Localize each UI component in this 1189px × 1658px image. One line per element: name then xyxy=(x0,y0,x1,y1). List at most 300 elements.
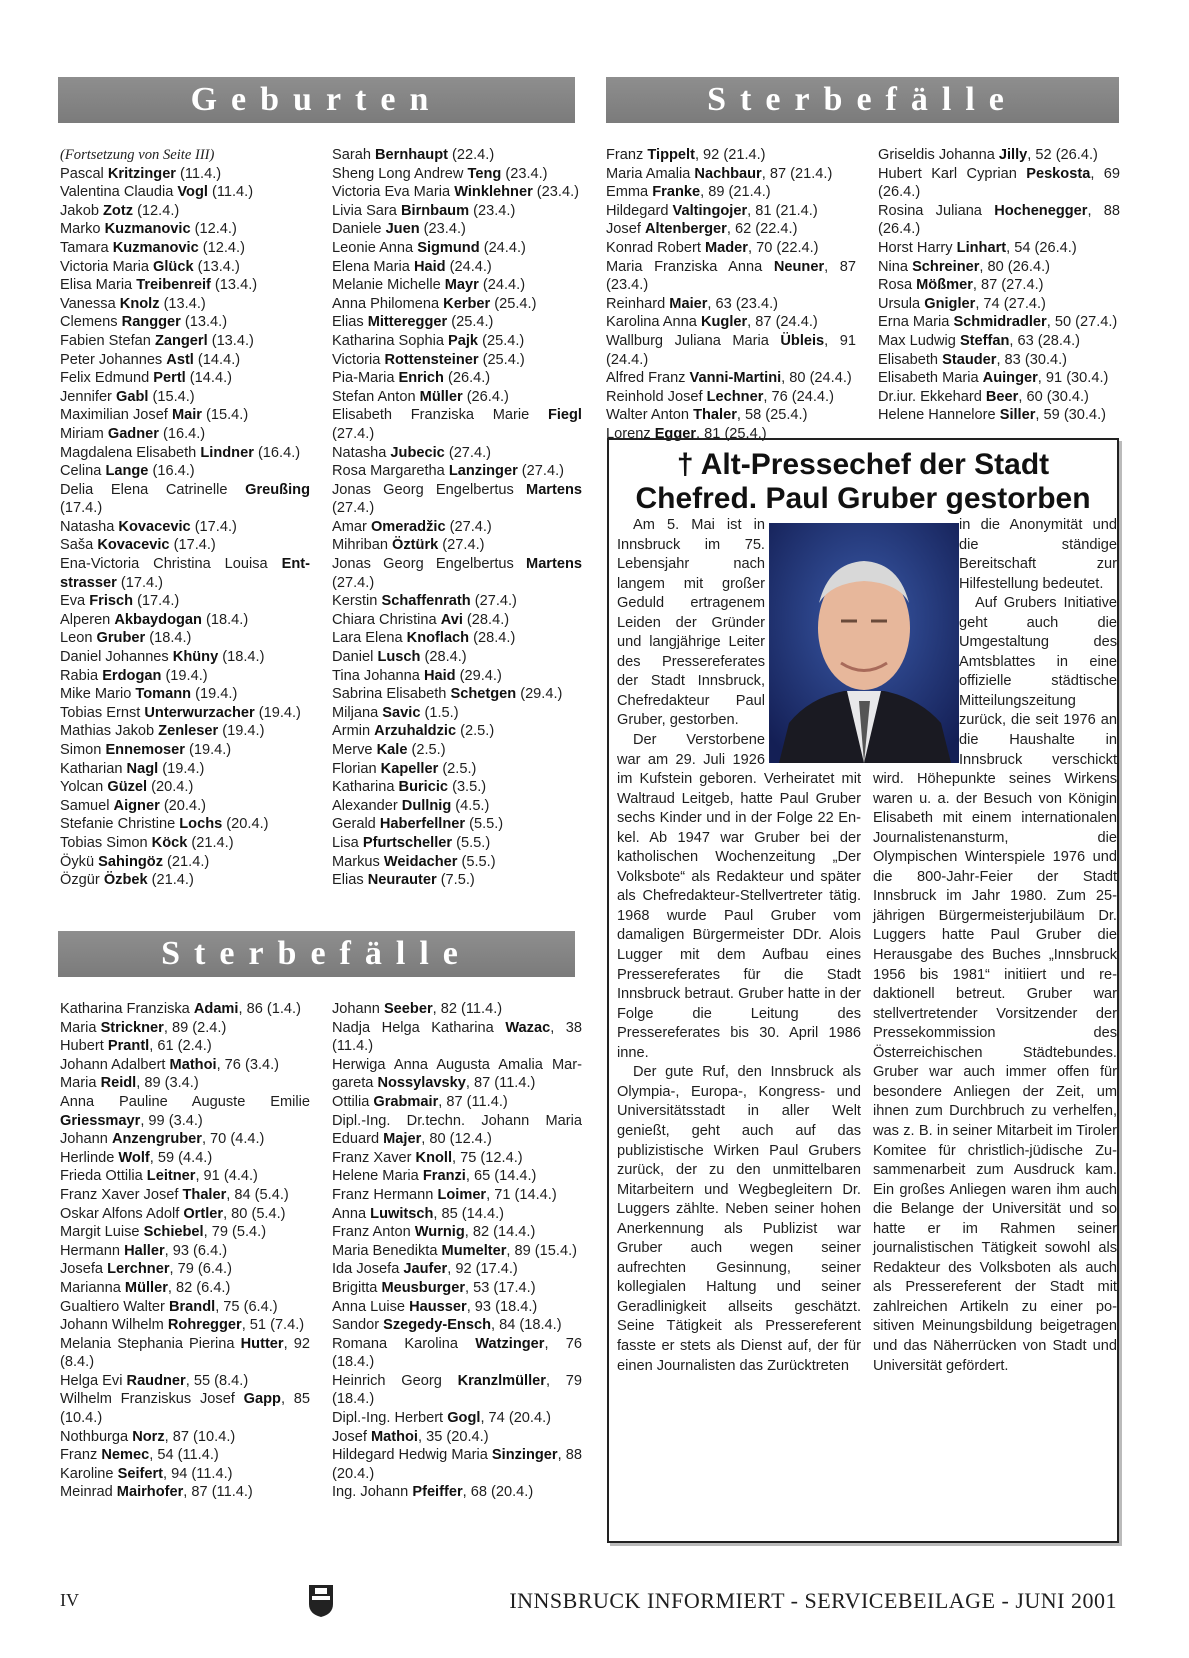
entry-details: (21.4.) xyxy=(187,834,234,851)
list-item xyxy=(332,518,582,537)
list-item xyxy=(332,183,582,202)
surname: Thaler xyxy=(182,1186,227,1203)
surname: Pfeiffer xyxy=(412,1484,463,1501)
given-names: Melanie Michelle xyxy=(332,277,441,294)
list-item xyxy=(332,592,582,611)
list-item xyxy=(878,165,1120,202)
surname: Tomann xyxy=(135,686,192,703)
given-names: Dipl.-Ing. Dr.techn. Johann Maria Eduard xyxy=(332,1112,582,1148)
list-item xyxy=(332,1428,582,1447)
surname: Müller xyxy=(419,388,463,405)
given-names: Frieda Ottilia xyxy=(60,1168,143,1185)
list-item xyxy=(60,1167,310,1186)
given-names: Pia-Maria xyxy=(332,370,395,387)
given-names: Leonie Anna xyxy=(332,239,414,256)
given-names: Emma xyxy=(606,184,649,201)
entry-details: (16.4.) xyxy=(158,425,206,442)
given-names: Miriam xyxy=(60,425,104,442)
surname: Vogl xyxy=(177,184,208,201)
list-item xyxy=(332,388,582,407)
entry-details: (25.4.) xyxy=(478,332,525,349)
entry-details: (29.4.) xyxy=(516,686,563,703)
portrait-photo xyxy=(769,523,959,763)
given-names: Walter Anton xyxy=(606,407,690,424)
given-names: Mihriban xyxy=(332,537,388,554)
list-item xyxy=(878,239,1120,258)
given-names: Peter Johannes xyxy=(60,351,163,368)
given-names: Johann xyxy=(332,1001,380,1017)
given-names: Marko xyxy=(60,221,101,238)
surname: Mair xyxy=(171,407,202,424)
list-item xyxy=(332,239,582,258)
surname: Knolz xyxy=(119,295,160,312)
surname: Jaufer xyxy=(403,1261,448,1278)
given-names: Celina xyxy=(60,463,102,480)
list-item xyxy=(332,1167,582,1186)
surname: Mathoi xyxy=(370,1428,418,1445)
entry-details: , 61 (2.4.) xyxy=(149,1038,212,1055)
surname: Wazac xyxy=(505,1019,551,1036)
surname: Lechner xyxy=(706,388,764,405)
list-item xyxy=(60,1186,310,1205)
surname: Raudner xyxy=(126,1372,186,1389)
given-names: Natasha xyxy=(60,518,115,535)
surname: Jilly xyxy=(998,147,1028,163)
surname: Arzuhaldzic xyxy=(374,723,457,740)
list-item xyxy=(60,1205,310,1224)
list-item xyxy=(878,351,1120,370)
entry-details: (13.4.) xyxy=(207,332,254,349)
surname: Enrich xyxy=(398,370,444,387)
given-names: Ing. Johann xyxy=(332,1484,409,1501)
surname: Mathoi xyxy=(169,1056,217,1073)
list-item xyxy=(332,332,582,351)
given-names: Josefa xyxy=(60,1261,103,1278)
given-names: Elena Maria xyxy=(332,258,410,275)
geburten-column-1 xyxy=(60,146,310,890)
entry-details: , 87 (27.4.) xyxy=(972,277,1044,294)
surname: Mayr xyxy=(444,277,479,294)
surname: Kovacevic xyxy=(97,537,170,554)
given-names: Horst Harry xyxy=(878,239,953,256)
entry-details: (23.4.) xyxy=(469,202,516,219)
list-item xyxy=(60,258,310,277)
surname: Ennemoser xyxy=(105,742,185,758)
entry-details: , 70 (4.4.) xyxy=(201,1131,265,1148)
list-item xyxy=(60,629,310,648)
given-names: Mike Mario xyxy=(60,686,132,703)
given-names: Hildegard Hedwig Maria xyxy=(332,1447,488,1464)
given-names: Jennifer xyxy=(60,388,112,405)
list-item xyxy=(332,1316,582,1335)
list-item xyxy=(60,1149,310,1168)
entry-details: (18.4.) xyxy=(218,649,265,666)
entry-details: , 59 (30.4.) xyxy=(1035,407,1106,424)
given-names: Griseldis Johanna xyxy=(878,147,995,163)
entry-details: (27.4.) xyxy=(517,463,564,480)
list-item xyxy=(332,741,582,760)
surname: Omeradžic xyxy=(370,518,446,535)
given-names: Franz xyxy=(60,1447,98,1464)
entry-details: , 81 (21.4.) xyxy=(747,202,818,219)
entry-details: (25.4.) xyxy=(447,314,494,331)
surname: Adami xyxy=(193,1001,239,1017)
entry-details: (19.4.) xyxy=(218,723,265,740)
list-item xyxy=(878,276,1120,295)
given-names: Franz Xaver xyxy=(332,1149,412,1166)
entry-details: , 58 (25.4.) xyxy=(736,407,808,424)
given-names: Gerald xyxy=(332,816,376,833)
given-names: Anna Pauline Auguste Emilie xyxy=(60,1093,310,1110)
surname: Kapeller xyxy=(380,760,439,777)
surname: Kale xyxy=(376,742,408,758)
list-item xyxy=(332,1223,582,1242)
given-names: Elias xyxy=(332,872,364,889)
entry-details: (12.4.) xyxy=(198,239,245,256)
entry-details: , 52 (26.4.) xyxy=(1027,147,1098,163)
list-item xyxy=(332,1372,582,1409)
list-item xyxy=(606,313,856,332)
entry-details: , 88 (26.4.) xyxy=(878,202,1121,238)
given-names: Karolina Anna xyxy=(606,314,697,331)
given-names: Fabien Stefan xyxy=(60,332,151,349)
given-names: Johann Wilhelm xyxy=(60,1317,164,1334)
entry-details: (19.4.) xyxy=(184,742,232,758)
entry-details: , 87 (23.4.) xyxy=(606,258,857,294)
given-names: Hermann xyxy=(60,1242,121,1259)
given-names: Maria Amalia xyxy=(606,165,691,182)
entry-details: (24.4.) xyxy=(479,239,526,256)
surname: Schreiner xyxy=(912,258,980,275)
entry-details: , 82 (14.4.) xyxy=(464,1224,536,1241)
list-item xyxy=(332,648,582,667)
article-paragraph: Der gute Ruf, den Innsbruck als Olympia-, Europa-, Kongress- und Universitätsstadt in aller Welt genießt, geht auch auf das publizistische Wirken Paul Grubers zurück, der zu den unmittelbaren Mitarbeitern und Wegbegleitern Dr. Luggers zählte. Neben seiner hohen Anerkennung als Publizist war Gruber auch wegen seiner aufrechten Gesinnung, seiner kollegialen Haltung und seiner Geradlinigkeit allseits geschätzt. Seine Tätigkeit als Pressereferent fasste er stets als Dienst auf, der für einen Journalisten das Zurücktreten xyxy=(617,1064,861,1374)
entry-details: (19.4.) xyxy=(158,760,205,777)
entry-details: (25.4.) xyxy=(490,295,537,312)
surname: Beer xyxy=(985,388,1019,405)
entry-details: , 62 (22.4.) xyxy=(726,221,798,238)
entry-details: (4.5.) xyxy=(451,797,490,814)
list-item xyxy=(60,1335,310,1372)
given-names: Ida Josefa xyxy=(332,1261,400,1278)
entry-details: , 53 (17.4.) xyxy=(465,1279,536,1296)
entry-details: , 84 (18.4.) xyxy=(491,1317,562,1334)
surname: Juen xyxy=(385,221,420,238)
surname: Unterwurzacher xyxy=(144,704,255,721)
list-item xyxy=(60,778,310,797)
entry-details: (23.4.) xyxy=(501,165,548,182)
page-number: IV xyxy=(60,1590,79,1610)
given-names: Merve xyxy=(332,742,373,758)
given-names: Sabrina Elisabeth xyxy=(332,686,447,703)
list-item xyxy=(60,853,310,872)
given-names: Rosina Juliana xyxy=(878,202,982,219)
list-item xyxy=(332,1056,582,1093)
given-names: Jonas Georg Engelbertus xyxy=(332,556,514,573)
list-item xyxy=(606,295,856,314)
entry-details: (13.4.) xyxy=(210,277,258,294)
surname: Kuzmanovic xyxy=(104,221,191,238)
list-item xyxy=(60,741,310,760)
list-item xyxy=(332,853,582,872)
surname: Zenleser xyxy=(158,723,219,740)
sterbefaelle-column-4 xyxy=(878,146,1120,425)
list-item xyxy=(332,611,582,630)
given-names: Sheng Long Andrew xyxy=(332,165,464,182)
list-item xyxy=(60,165,310,184)
article-paragraph: Auf Grubers Initiative geht auch die Umgestaltung des Amtsblattes in eine offizielle städtische Mitteilungszeitung zurück, die seit 1976 an die Haushalte in Innsbruck verschickt wird. Höhepunkte seines Wirkens waren u. a. der Besuch von Königin Elisabeth mit einem internationalen Journalistenansturm, die Olympischen Winterspiele 1976 und die 800-Jahr-Feier der Stadt Innsbruck im Jahr 1980. Zum 25-jährigen Bürgermeisterjubiläum Dr. Luggers hatte Paul Gruber die Herausgabe des Buches „Innsbruck 1956 bis 1981“ initiiert und redaktionell betreut. Gruber war stellvertretender Vorsitzender der Pressekommission des Österreichischen Städtebundes. Gruber war auch immer offen für besondere Anliegen der Zeit, um ihnen zum Durchbruch zu verhelfen, was z. B. in seiner Mitarbeit im Tiroler Komitee für christlich-jüdische Zusammenarbeit zum Ausdruck kam. Ein großes Anliegen waren ihm auch die Belange der Universität und so hatte er im Rahmen seiner journalistischen Tätigkeit sowohl als Redakteur des Volksboten als auch als Pressereferent der Stadt mit zahlreichen Artikeln zu einer positiven Meinungsbildung beigetragen und das Näherrücken von Stadt und Universität gefördert. xyxy=(873,595,1117,1374)
given-names: Magdalena Elisabeth xyxy=(60,444,197,461)
given-names: Miljana xyxy=(332,704,379,721)
given-names: Simon xyxy=(60,742,102,758)
surname: Gnigler xyxy=(924,295,976,312)
list-item xyxy=(60,351,310,370)
entry-details: (14.4.) xyxy=(185,370,232,387)
list-item xyxy=(606,202,856,221)
entry-details: , 76 (3.4.) xyxy=(216,1056,280,1073)
entry-details: (26.4.) xyxy=(462,388,509,405)
list-item xyxy=(60,276,310,295)
list-item xyxy=(60,295,310,314)
list-item xyxy=(878,388,1120,407)
surname: Mader xyxy=(704,239,748,256)
given-names: Margit Luise xyxy=(60,1224,140,1241)
list-item xyxy=(332,1298,582,1317)
surname: Zotz xyxy=(103,202,134,219)
list-item xyxy=(332,871,582,890)
entry-details: (19.4.) xyxy=(254,704,301,721)
given-names: Nothburga xyxy=(60,1428,129,1445)
entry-details: (11.4.) xyxy=(175,165,222,182)
given-names: Vanessa xyxy=(60,295,116,312)
entry-details: , 93 (18.4.) xyxy=(466,1298,538,1315)
surname: Lindner xyxy=(200,444,254,461)
list-item xyxy=(60,722,310,741)
entry-details: , 88 (20.4.) xyxy=(332,1447,582,1482)
entry-details: (7.5.) xyxy=(436,872,475,889)
list-item xyxy=(60,536,310,555)
list-item xyxy=(332,1186,582,1205)
entry-details: (28.4.) xyxy=(462,611,510,628)
given-names: Nadja Helga Katharina xyxy=(332,1019,494,1036)
surname: Lochs xyxy=(179,816,223,833)
list-item xyxy=(60,462,310,481)
given-names: Franz xyxy=(606,147,644,163)
given-names: Ursula xyxy=(878,295,921,312)
entry-details: , 71 (14.4.) xyxy=(486,1186,557,1203)
list-item xyxy=(332,760,582,779)
entry-details: (5.5.) xyxy=(457,853,496,870)
entry-details: , 38 (11.4.) xyxy=(332,1019,583,1055)
entry-details: (13.4.) xyxy=(159,295,206,312)
surname: Leitner xyxy=(146,1168,196,1185)
given-names: Franz Hermann xyxy=(332,1186,434,1203)
entry-details: (17.4.) xyxy=(60,500,103,517)
list-item xyxy=(332,778,582,797)
given-names: Josef xyxy=(606,221,641,238)
entry-details: , 70 (22.4.) xyxy=(747,239,819,256)
surname: Bernhaupt xyxy=(375,147,448,163)
given-names: Alperen xyxy=(60,611,111,628)
entry-details: , 51 (7.4.) xyxy=(241,1317,305,1334)
surname: Grabmair xyxy=(373,1093,439,1110)
entry-details: (29.4.) xyxy=(455,667,502,684)
surname: Pajk xyxy=(448,332,479,349)
sterbefaelle-column-1 xyxy=(60,1000,310,1502)
entry-details: (23.4.) xyxy=(532,184,579,201)
given-names: Ena-Victoria Christina Louisa xyxy=(60,556,268,573)
surname: Norz xyxy=(132,1428,165,1445)
list-item xyxy=(606,183,856,202)
list-item xyxy=(60,611,310,630)
entry-details: , 59 (4.4.) xyxy=(149,1149,213,1166)
entry-details: (28.4.) xyxy=(420,649,467,666)
surname: Rohregger xyxy=(167,1317,242,1334)
entry-details: , 87 (10.4.) xyxy=(164,1428,236,1445)
entry-details: (28.4.) xyxy=(469,630,516,647)
surname: Zangerl xyxy=(154,332,208,349)
given-names: Markus xyxy=(332,853,380,870)
list-item xyxy=(332,667,582,686)
surname: Winklehner xyxy=(454,184,533,201)
given-names: Lorenz xyxy=(606,425,651,442)
given-names: Kerstin xyxy=(332,593,378,610)
entry-details: , 60 (30.4.) xyxy=(1018,388,1089,405)
geburten-column-2 xyxy=(332,146,582,890)
list-item xyxy=(332,1483,582,1502)
entry-details: , 63 (28.4.) xyxy=(1009,332,1080,349)
given-names: Franz Xaver Josef xyxy=(60,1186,179,1203)
given-names: Valentina Claudia xyxy=(60,184,174,201)
article-headline xyxy=(609,448,1117,516)
entry-details: , 35 (20.4.) xyxy=(417,1428,489,1445)
given-names: Jonas Georg Engelbertus xyxy=(332,481,514,498)
entry-details: , 81 (25.4.) xyxy=(696,425,767,442)
given-names: Rabia xyxy=(60,667,99,684)
entry-details: (17.4.) xyxy=(169,537,216,554)
given-names: Maria xyxy=(60,1075,97,1092)
surname: Nachbaur xyxy=(694,165,762,182)
list-item xyxy=(332,165,582,184)
surname: Buricic xyxy=(398,779,449,796)
entry-details: (15.4.) xyxy=(148,388,195,405)
given-names: Reinhard xyxy=(606,295,666,312)
surname: Entstrasser xyxy=(60,556,310,591)
entry-details: (16.4.) xyxy=(253,444,301,461)
surname: Mitteregger xyxy=(367,314,448,331)
entry-details: , 91 (30.4.) xyxy=(1037,370,1109,387)
list-item xyxy=(60,1465,310,1484)
list-item xyxy=(606,165,856,184)
list-item xyxy=(332,481,582,518)
entry-details: (13.4.) xyxy=(180,314,228,331)
surname: Schmidradler xyxy=(953,314,1047,331)
entry-details: (18.4.) xyxy=(201,611,249,628)
entry-details: (24.4.) xyxy=(445,258,492,275)
entry-details: , 87 (11.4.) xyxy=(438,1093,508,1110)
entry-details: (21.4.) xyxy=(147,872,194,889)
surname: Özbek xyxy=(103,872,148,889)
given-names: Pascal xyxy=(60,165,104,182)
surname: Glück xyxy=(153,258,194,275)
list-item xyxy=(606,146,856,165)
given-names: Anna Philomena xyxy=(332,295,440,312)
given-names: Victoria Eva Maria xyxy=(332,184,451,201)
entry-details: , 87 (11.4.) xyxy=(183,1484,253,1501)
given-names: Elias xyxy=(332,314,364,331)
surname: Hochenegger xyxy=(994,202,1088,219)
surname: Nossylavsky xyxy=(377,1075,466,1092)
given-names: Lisa xyxy=(332,834,359,851)
entry-details: (27.4.) xyxy=(445,518,492,535)
surname: Reidl xyxy=(100,1075,137,1092)
surname: Kuzmanovic xyxy=(112,239,199,256)
entry-details: (24.4.) xyxy=(478,277,526,294)
list-item xyxy=(60,1037,310,1056)
surname: Kritzinger xyxy=(107,165,176,182)
surname: Öztürk xyxy=(392,537,439,554)
entry-details: , 92 (8.4.) xyxy=(60,1335,311,1371)
given-names: Dr.iur. Ekkehard xyxy=(878,388,982,405)
given-names: Heinrich Georg xyxy=(332,1372,442,1389)
given-names: Alexander xyxy=(332,797,398,814)
list-item xyxy=(332,1112,582,1149)
given-names: Sarah xyxy=(332,147,371,163)
surname: Griessmayr xyxy=(60,1112,141,1129)
list-item xyxy=(606,258,856,295)
entry-details: (19.4.) xyxy=(191,686,238,703)
surname: Sahingöz xyxy=(98,853,163,870)
list-item xyxy=(332,629,582,648)
entry-details: , 82 (11.4.) xyxy=(432,1001,503,1017)
given-names: Wilhelm Franziskus Josef xyxy=(60,1391,235,1408)
given-names: Lara Elena xyxy=(332,630,403,647)
given-names: Chiara Christina xyxy=(332,611,437,628)
surname: Mößmer xyxy=(916,277,973,294)
surname: Altenberger xyxy=(644,221,727,238)
given-names: Natasha xyxy=(332,444,387,461)
given-names: Rosa xyxy=(878,277,913,294)
surname: Maier xyxy=(669,295,708,312)
given-names: Max Ludwig xyxy=(878,332,956,349)
entry-details: , 91 (24.4.) xyxy=(606,332,856,368)
list-item xyxy=(60,592,310,611)
list-item xyxy=(60,369,310,388)
surname: Pertl xyxy=(153,370,186,387)
entry-details: , 63 (23.4.) xyxy=(707,295,778,312)
entry-details: , 89 (3.4.) xyxy=(136,1075,199,1092)
entry-details: (3.5.) xyxy=(448,779,487,796)
list-item xyxy=(332,444,582,463)
entry-details: , 50 (27.4.) xyxy=(1046,314,1118,331)
entry-details: , 92 (21.4.) xyxy=(694,147,766,163)
given-names: Ottilia xyxy=(332,1093,370,1110)
given-names: Maximilian Josef xyxy=(60,407,168,424)
given-names: Armin xyxy=(332,723,371,740)
list-item xyxy=(332,1446,582,1483)
surname: Lerchner xyxy=(107,1261,170,1278)
entry-details: , 85 (10.4.) xyxy=(60,1391,311,1427)
list-item xyxy=(60,1223,310,1242)
list-item xyxy=(332,220,582,239)
list-item xyxy=(332,1093,582,1112)
given-names: Dipl.-Ing. Herbert xyxy=(332,1410,444,1427)
given-names: Maria xyxy=(60,1019,97,1036)
list-item xyxy=(332,462,582,481)
surname: Franke xyxy=(652,184,701,201)
surname: Frisch xyxy=(89,593,134,610)
surname: Kovacevic xyxy=(118,518,191,535)
